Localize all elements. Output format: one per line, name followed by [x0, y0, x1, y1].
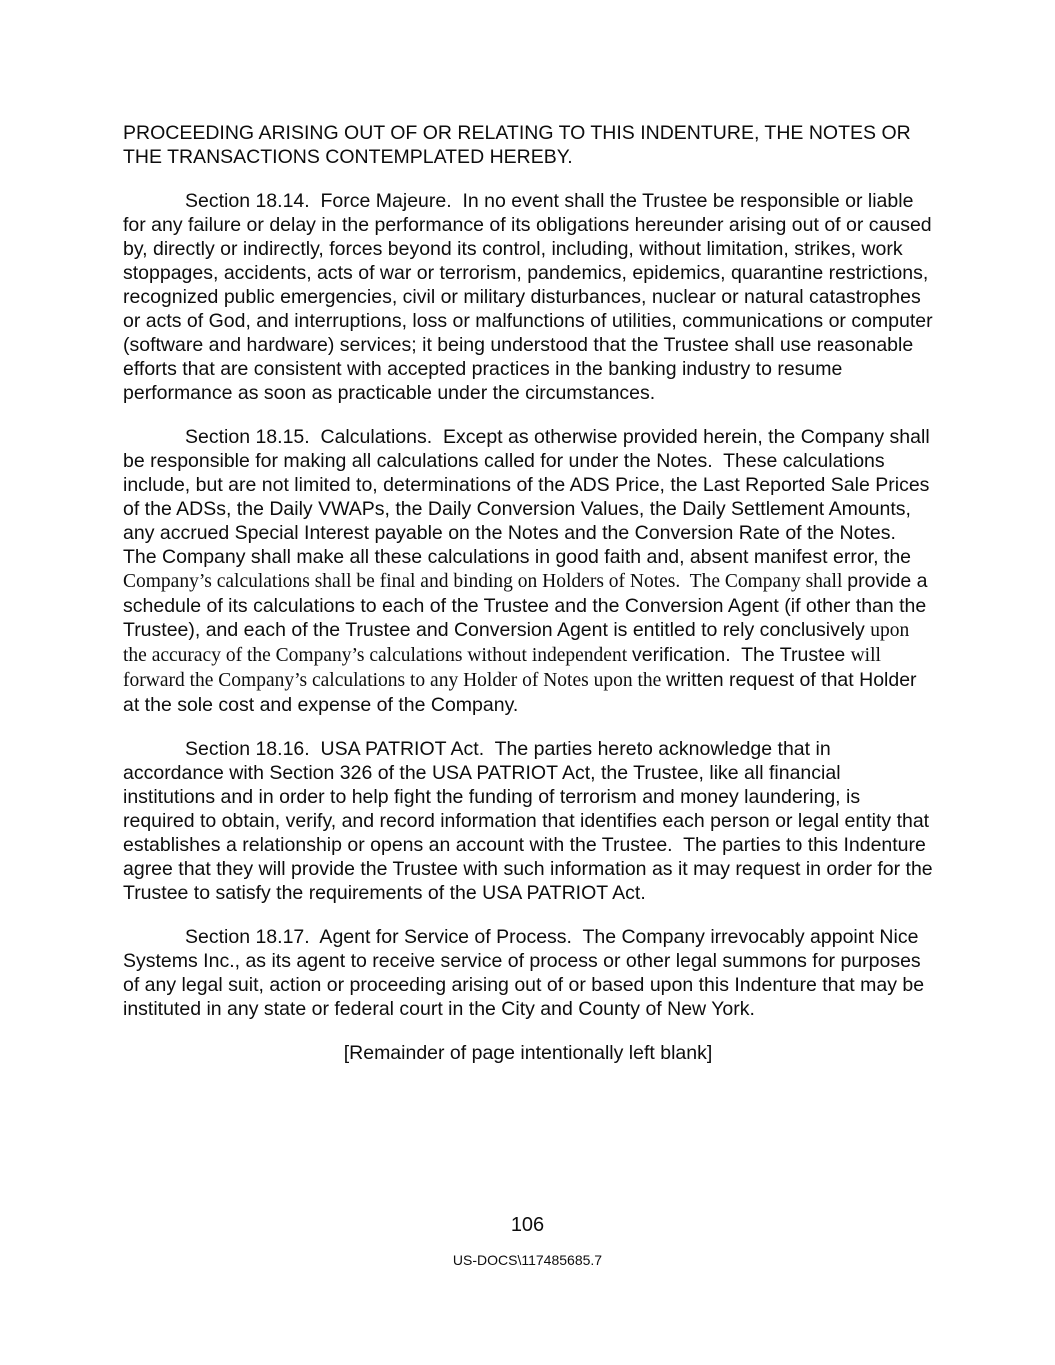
paragraph-section-18-16 [123, 737, 938, 905]
text-run-serif: will forward the Company’s calculations to any Holder of Notes upon the [123, 645, 886, 691]
text-run-sans: written request of that Holder at the sole cost and expense of the Company. [123, 669, 922, 716]
text-run-sans: verification. The Trustee [632, 644, 851, 666]
text-run-sans: Section 18.16. USA PATRIOT Act. The parties hereto acknowledge that in accordance with Section 326 of the USA PATRIOT Act, the Trustee, like all financial institutions and in order to help fight the funding of terrorism and money laundering, is required to obtain, verify, and record information that identifies each person or legal entity that establishes a relationship or opens an account with the Trustee. The parties to this Indenture agree that they will provide the Trustee with such information as it may request in order for the Trustee to satisfy the requirements of the USA PATRIOT Act. [123, 738, 938, 904]
paragraph-section-18-15 [123, 425, 936, 717]
text-run-sans: Section 18.17. Agent for Service of Process. The Company irrevocably appoint Nice Systems Inc., as its agent to receive service of process or other legal summons for purposes of any legal suit, action or proceeding arising out of or based upon this Indenture that may be instituted in any state or federal court in the City and County of New York. [123, 926, 930, 1020]
text-run-serif: Company’s calculations shall be final and binding on Holders of Notes. The Company shall [123, 571, 848, 592]
text-run-sans: Section 18.15. Calculations. Except as otherwise provided herein, the Company shall be responsible for making all calculations called for under the Notes. These calculations include, but are not limited to, determinations of the ADS Price, the Last Reported Sale Prices of the ADSs, the Daily VWAPs, the Daily Conversion Values, the Daily Settlement Amounts, any accrued Special Interest payable on the Notes and the Conversion Rate of the Notes. The Company shall make all these calculations in good faith and, absent manifest error, the [123, 426, 936, 568]
text-run-sans: Section 18.14. Force Majeure. In no event shall the Trustee be responsible or liable for any failure or delay in the performance of its obligations hereunder arising out of or caused by, directly or indirectly, forces beyond its control, including, without limitation, strikes, work stoppages, accidents, acts of war or terrorism, pandemics, epidemics, quarantine restrictions, recognized public emergencies, civil or military disturbances, nuclear or natural catastrophes or acts of God, and interruptions, loss or malfunctions of utilities, communications or computer (software and hardware) services; it being understood that the Trustee shall use reasonable efforts that are consistent with accepted practices in the banking industry to resume performance as soon as practicable under the circumstances. [123, 190, 939, 404]
text-run-sans: provide a schedule of its calculations to each of the Trustee and the Conversion Agent (if other than the Trustee), and each of the Trustee and Conversion Agent is entitled to rely conclusively [123, 570, 933, 641]
body-paragraphs [123, 189, 939, 1021]
paragraph-section-18-17 [123, 925, 933, 1021]
document-id-footer: US-DOCS\117485685.7 [452, 1252, 603, 1268]
page-number: 106 [510, 1214, 545, 1236]
remainder-note: [Remainder of page intentionally left blank] [343, 1042, 713, 1064]
paragraph-section-18-14 [123, 189, 939, 405]
page-heading: PROCEEDING ARISING OUT OF OR RELATING TO THIS INDENTURE, THE NOTES OR THE TRANSACTIONS CONTEMPLATED HEREBY. [123, 122, 916, 168]
text-run-serif: upon the accuracy of the Company’s calculations without independent [123, 620, 915, 666]
